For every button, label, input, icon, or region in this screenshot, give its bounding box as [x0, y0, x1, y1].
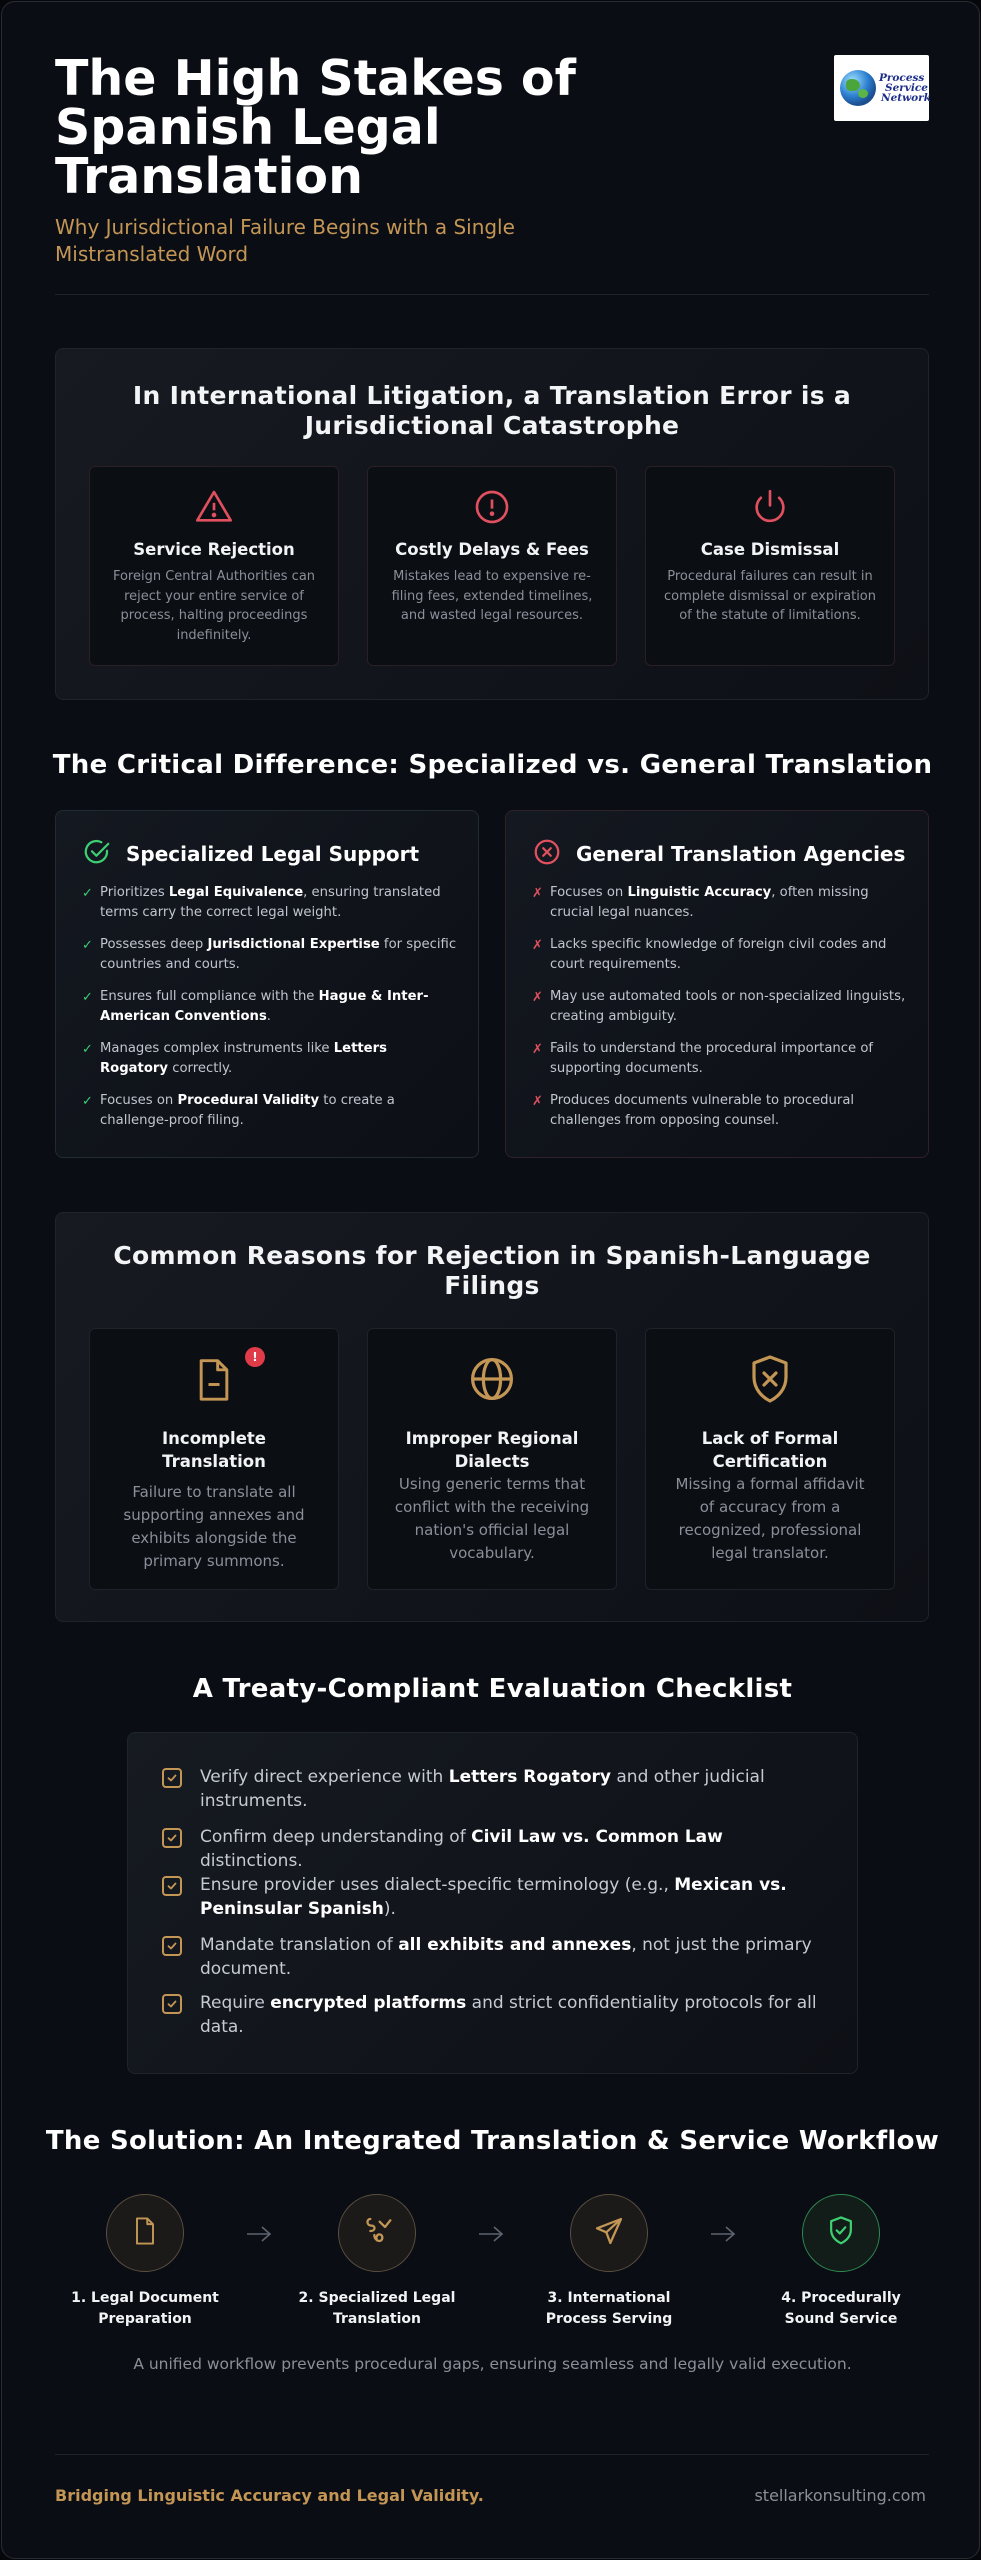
rejection-card [367, 1328, 617, 1590]
checklist-item [162, 1825, 817, 1873]
shield-check-icon [826, 2215, 856, 2251]
x-icon: ✗ [532, 990, 543, 1005]
comparison-item: ✓ Prioritizes Legal Equivalence, ensuring translated terms carry the correct legal weight. [82, 885, 441, 920]
page-title: The High Stakes of Spanish Legal Translation [55, 50, 576, 205]
checkbox-icon[interactable] [162, 1994, 182, 2014]
catastrophe-card [645, 466, 895, 666]
shield-x-icon [646, 1351, 894, 1407]
step-label: 3. International Process Serving [545, 2290, 673, 2327]
catastrophe-section [55, 348, 929, 700]
x-icon: ✗ [532, 1094, 543, 1109]
checklist-text: Mandate translation of all exhibits and annexes, not just the primary document. [200, 1935, 812, 1979]
card-text: Foreign Central Authorities can reject your entire service of process, halting proceedings indefinitely. [112, 569, 316, 643]
header-divider [55, 294, 929, 295]
check-icon: ✓ [82, 1094, 93, 1109]
card-title: Costly Delays & Fees [395, 540, 589, 559]
checklist-text: Confirm deep understanding of Civil Law vs. Common Law distinctions. [200, 1827, 723, 1871]
infographic-frame [1, 1, 980, 2559]
check-circle-icon [82, 837, 112, 871]
company-logo [834, 55, 929, 121]
alert-circle-icon [368, 487, 616, 527]
rejection-section [55, 1212, 929, 1622]
translate-icon [361, 2215, 393, 2251]
card-text: Missing a formal affidavit of accuracy from a recognized, professional legal translator. [675, 1475, 865, 1562]
general-header [532, 837, 905, 871]
card-text: Mistakes lead to expensive re-filing fees, extended timelines, and wasted legal resources. [391, 569, 593, 623]
workflow-step [60, 2194, 230, 2330]
checklist-item [162, 1765, 817, 1813]
checklist-item [162, 1991, 817, 2039]
comparison-item: ✗ Fails to understand the procedural importance of supporting documents. [532, 1041, 874, 1076]
rejection-card [89, 1328, 339, 1590]
general-list [532, 883, 908, 1143]
workflow-step [524, 2194, 694, 2330]
checkbox-icon[interactable] [162, 1828, 182, 1848]
footer-divider [55, 2454, 929, 2455]
card-title: Lack of Formal Certification [701, 1429, 839, 1471]
globe-logo-icon [840, 70, 876, 106]
checkbox-icon[interactable] [162, 1768, 182, 1788]
catastrophe-card [89, 466, 339, 666]
check-icon: ✓ [82, 886, 93, 901]
step-label: 1. Legal Document Preparation [71, 2290, 219, 2327]
comparison-title: The Critical Difference: Specialized vs. General Translation [52, 750, 933, 780]
card-title: Service Rejection [133, 540, 295, 559]
card-title: Case Dismissal [700, 540, 840, 559]
checklist-panel [127, 1732, 858, 2074]
document-minus-icon [90, 1351, 338, 1407]
footer-domain[interactable]: stellarkonsulting.com [754, 2486, 926, 2505]
step-label: 4. Procedurally Sound Service [781, 2290, 901, 2327]
alert-badge: ! [245, 1347, 265, 1367]
checklist-text: Require encrypted platforms and strict confidentiality protocols for all data. [200, 1993, 817, 2037]
comparison-item: ✓ Focuses on Procedural Validity to create a challenge-proof filing. [82, 1093, 395, 1128]
workflow-step [292, 2194, 462, 2330]
card-title: Improper Regional Dialects [405, 1429, 579, 1471]
checklist-title: A Treaty-Compliant Evaluation Checklist [192, 1674, 793, 1704]
x-icon: ✗ [532, 938, 543, 953]
globe-icon [368, 1351, 616, 1407]
comparison-item: ✓ Manages complex instruments like Letters Rogatory correctly. [82, 1041, 387, 1076]
workflow-note: A unified workflow prevents procedural gaps, ensuring seamless and legally valid execution. [133, 2355, 852, 2373]
x-circle-icon [532, 837, 562, 871]
x-icon: ✗ [532, 886, 543, 901]
rejection-title: Common Reasons for Rejection in Spanish-Language Filings [113, 1241, 871, 1300]
specialized-support-panel [55, 810, 479, 1158]
step-label: 2. Specialized Legal Translation [298, 2290, 456, 2327]
general-agencies-panel [505, 810, 929, 1158]
comparison-item: ✓ Possesses deep Jurisdictional Expertise for specific countries and courts. [82, 937, 457, 972]
check-icon: ✓ [82, 1042, 93, 1057]
comparison-item: ✓ Ensures full compliance with the Hague & Inter-American Conventions. [82, 989, 429, 1024]
arrow-right-icon [709, 2222, 737, 2246]
send-icon [593, 2215, 625, 2251]
document-icon [131, 2215, 159, 2251]
checklist-text: Verify direct experience with Letters Rogatory and other judicial instruments. [200, 1767, 765, 1811]
x-icon: ✗ [532, 1042, 543, 1057]
check-icon: ✓ [82, 990, 93, 1005]
card-text: Failure to translate all supporting annexes and exhibits alongside the primary summons. [123, 1483, 305, 1570]
card-title: Incomplete Translation [162, 1429, 266, 1471]
comparison-item: ✗ Lacks specific knowledge of foreign civil codes and court requirements. [532, 937, 887, 972]
workflow-step [756, 2194, 926, 2330]
checklist-item [162, 1933, 817, 1981]
general-title: General Translation Agencies [576, 842, 906, 866]
specialized-title: Specialized Legal Support [126, 842, 420, 866]
catastrophe-title: In International Litigation, a Translation Error is a Jurisdictional Catastrophe [132, 381, 852, 440]
card-text: Procedural failures can result in complete dismissal or expiration of the statute of limitations. [664, 569, 876, 623]
arrow-right-icon [477, 2222, 505, 2246]
checkbox-icon[interactable] [162, 1876, 182, 1896]
checkbox-icon[interactable] [162, 1936, 182, 1956]
logo-text: Process Service Network [879, 72, 931, 104]
check-icon: ✓ [82, 938, 93, 953]
comparison-item: ✗ Focuses on Linguistic Accuracy, often missing crucial legal nuances. [532, 885, 869, 920]
rejection-card [645, 1328, 895, 1590]
checklist-item [162, 1873, 817, 1921]
card-text: Using generic terms that conflict with the receiving nation's official legal vocabulary. [394, 1475, 590, 1562]
specialized-header [82, 837, 419, 871]
warning-triangle-icon [90, 487, 338, 527]
comparison-item: ✗ Produces documents vulnerable to procedural challenges from opposing counsel. [532, 1093, 855, 1128]
arrow-right-icon [245, 2222, 273, 2246]
workflow-title: The Solution: An Integrated Translation & Service Workflow [45, 2126, 940, 2156]
specialized-list [82, 883, 458, 1143]
power-icon [646, 487, 894, 527]
page-subtitle: Why Jurisdictional Failure Begins with a Single Mistranslated Word [55, 215, 515, 266]
comparison-item: ✗ May use automated tools or non-specialized linguists, creating ambiguity. [532, 989, 906, 1024]
footer-tagline: Bridging Linguistic Accuracy and Legal Validity. [55, 2486, 484, 2505]
checklist-text: Ensure provider uses dialect-specific terminology (e.g., Mexican vs. Peninsular Spanish). [200, 1875, 787, 1919]
catastrophe-card [367, 466, 617, 666]
